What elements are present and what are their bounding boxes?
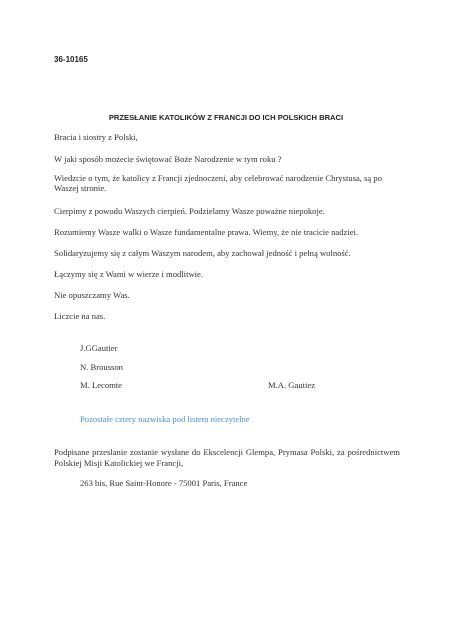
paragraph-count-on-us: Liczcie na nas. — [54, 311, 106, 321]
paragraph-not-abandon: Nie opuszczamy Was. — [54, 290, 130, 300]
paragraph-rights: Rozumiemy Wasze walki o Wasze fundamentalne prawa. Wiemy, że nie tracicie nadziei. — [54, 227, 359, 237]
paragraph-support: Wiedzcie o tym, że katolicy z Francji zjednoczeni, aby celebrować narodzenie Chrystusa, są po Waszej stronie. — [54, 173, 382, 193]
closing-paragraph: Podpisane przesłanie zostanie wysłane do Ekscelencji Glempa, Prymasa Polski, za pośrednictwem Polskiej Misji Katolickiej we Francji, — [54, 447, 400, 468]
mission-address: 263 bis, Rue Saint-Honore - 75001 Paris, France — [80, 478, 248, 488]
signature-lecomte: M. Lecomte — [80, 380, 122, 390]
signature-brousson: N. Brousson — [80, 362, 123, 372]
signature-gautier: J.GGautier — [80, 343, 118, 353]
document-id: 36-10165 — [54, 55, 88, 64]
paragraph-faith: Łączymy się z Wami w wierze i modlitwie. — [54, 269, 204, 279]
paragraph-question: W jaki sposób możecie świętować Boże Narodzenie w tym roku ? — [54, 154, 282, 164]
paragraph-solidarity: Solidaryzujemy się z całym Waszym narodem, aby zachował jedność i pełną wolność. — [54, 248, 351, 258]
paragraph-suffering: Cierpimy z powodu Waszych cierpień. Podzielamy Wasze poważne niepokoje. — [54, 206, 325, 216]
signature-gautiez: M.A. Gautiez — [268, 380, 316, 390]
page-title: PRZESŁANIE KATOLIKÓW Z FRANCJI DO ICH POLSKICH BRACI — [108, 113, 344, 122]
illegible-signatures-note: Pozostałe cztery nazwiska pod listem nieczytelne — [80, 414, 250, 424]
salutation: Bracia i siostry z Polski, — [54, 132, 138, 142]
